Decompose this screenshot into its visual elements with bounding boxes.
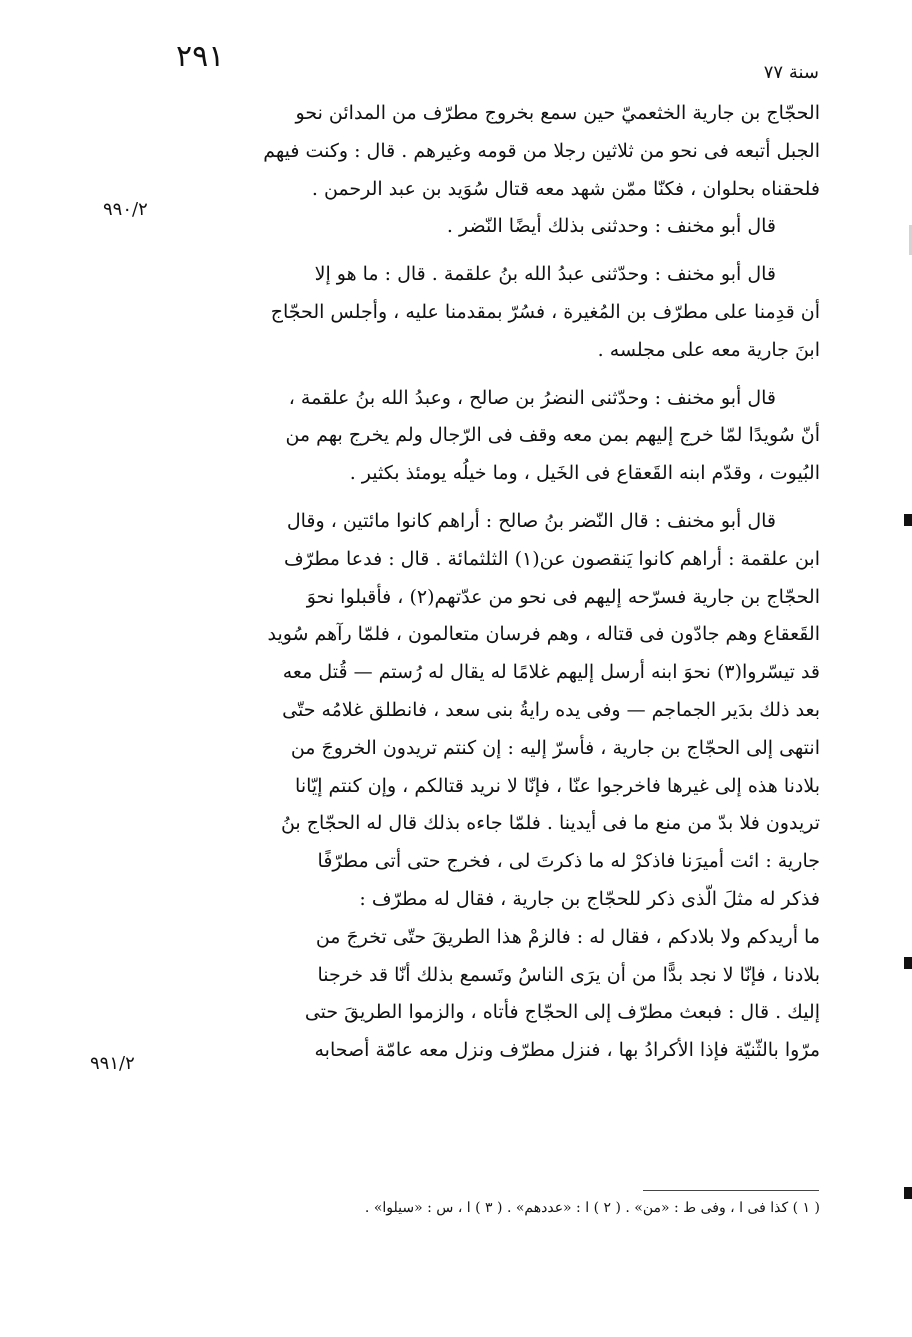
text-line: بلادنا هذه إلى غيرها فاخرجوا عنّا ، فإنّا لا نريد قتالكم ، وإن كنتم إيّانا <box>295 774 820 797</box>
text-line: أنّ سُويدًا لمّا خرج إليهم بمن معه وقف فى الرّجال ولم يخرج بهم من <box>285 424 820 447</box>
text-line: ابن علقمة : أراهم كانوا يَنقصون عن(١) الثلثمائة . قال : فدعا مطرّف <box>284 547 820 570</box>
text-line: أن قدِمنا على مطرّف بن المُغيرة ، فسُرّ بمقدمنا عليه ، وأجلس الحجّاج <box>270 300 820 323</box>
text-line: قال أبو مخنف : وحدثنى بذلك أيضًا النّضر . <box>446 215 776 238</box>
binding-mark <box>904 1187 912 1199</box>
text-line: جارية : ائت أميرَنا فاذكرْ له ما ذكرتَ لى ، فخرج حتى أتى مطرّفًا <box>317 850 820 873</box>
text-line: تريدون فلا بدّ من منع ما فى أيدينا . فلمّا جاءه بذلك قال له الحجّاج بنُ <box>280 812 820 835</box>
text-line: انتهى إلى الحجّاج بن جارية ، فأسرّ إليه : إن كنتم تريدون الخروجَ من <box>290 736 820 759</box>
text-line: إليك . قال : فبعث مطرّف إلى الحجّاج فأتاه ، والزموا الطريقَ حتى <box>304 1001 820 1024</box>
text-line: مرّوا بالثّنيّة فإذا الأكرادُ بها ، فنزل مطرّف ونزل معه عامّة أصحابه <box>314 1039 820 1062</box>
footnotes: ( ١ ) كذا فى ا ، وفى ط : «من» . ( ٢ ) ا : «عددهم» . ( ٣ ) ا ، س : «سيلوا» . <box>364 1200 820 1216</box>
margin-reference: ٩٩٠/٢ <box>103 199 148 220</box>
text-line: قال أبو مخنف : وحدّثنى عبدُ الله بنُ علقمة . قال : ما هو إلا <box>314 263 776 286</box>
margin-reference: ٩٩١/٢ <box>90 1053 135 1074</box>
text-line: بلادنا ، فإنّا لا نجد بدًّا من أن يرَى الناسُ وتَسمع بذلك أنّا قد خرجنا <box>317 963 820 986</box>
text-line: فذكر له مثلَ الّذى ذكر للحجّاج بن جارية ، فقال له مطرّف : <box>359 887 820 910</box>
text-line: قال أبو مخنف : قال النّضر بنُ صالح : أراهم كانوا مائتين ، وقال <box>286 509 776 532</box>
year-header: سنة ٧٧ <box>763 62 819 83</box>
text-line: قد تيسّروا(٣) نحوَ ابنه أرسل إليهم غلامًا له يقال له رُستم — قُتل معه <box>282 661 820 684</box>
text-line: قال أبو مخنف : وحدّثنى النضرُ بن صالح ، وعبدُ الله بنُ علقمة ، <box>288 386 776 409</box>
text-line: فلحقناه بحلوان ، فكنّا ممّن شهد معه قتال سُوَيد بن عبد الرحمن . <box>311 177 820 200</box>
text-line: الجبل أتبعه فى نحو من ثلاثين رجلا من قومه وغيرهم . قال : وكنت فيهم <box>263 139 820 162</box>
text-line: القَعقاع وهم جادّون فى قتاله ، وهم فرسان متعالمون ، فلمّا رآهم سُويد <box>267 623 820 646</box>
text-line: ابنَ جارية معه على مجلسه . <box>597 338 820 361</box>
text-line: بعد ذلك بدَير الجماجم — وفى يده رايةُ بنى سعد ، فانطلق غلامُه حتّى <box>282 698 820 721</box>
body-text <box>152 95 820 1070</box>
page-number: ٢٩١ <box>176 39 225 74</box>
text-line: الحجّاج بن جارية فسرّحه إليهم فى نحو من عدّتهم(٢) ، فأقبلوا نحوَ <box>306 585 820 608</box>
text-line: ما أريدكم ولا بلادكم ، فقال له : فالزمْ هذا الطريقَ حتّى تخرجَ من <box>315 925 820 948</box>
binding-mark <box>904 514 912 526</box>
text-line: البُيوت ، وقدّم ابنه القَعقاع فى الخَيل ، وما خيلُه يومئذ بكثير . <box>349 462 820 485</box>
footnote-divider <box>643 1190 819 1191</box>
binding-mark <box>904 957 912 969</box>
text-line: الحجّاج بن جارية الخثعميّ حين سمع بخروج مطرّف من المدائن نحو <box>295 102 820 124</box>
